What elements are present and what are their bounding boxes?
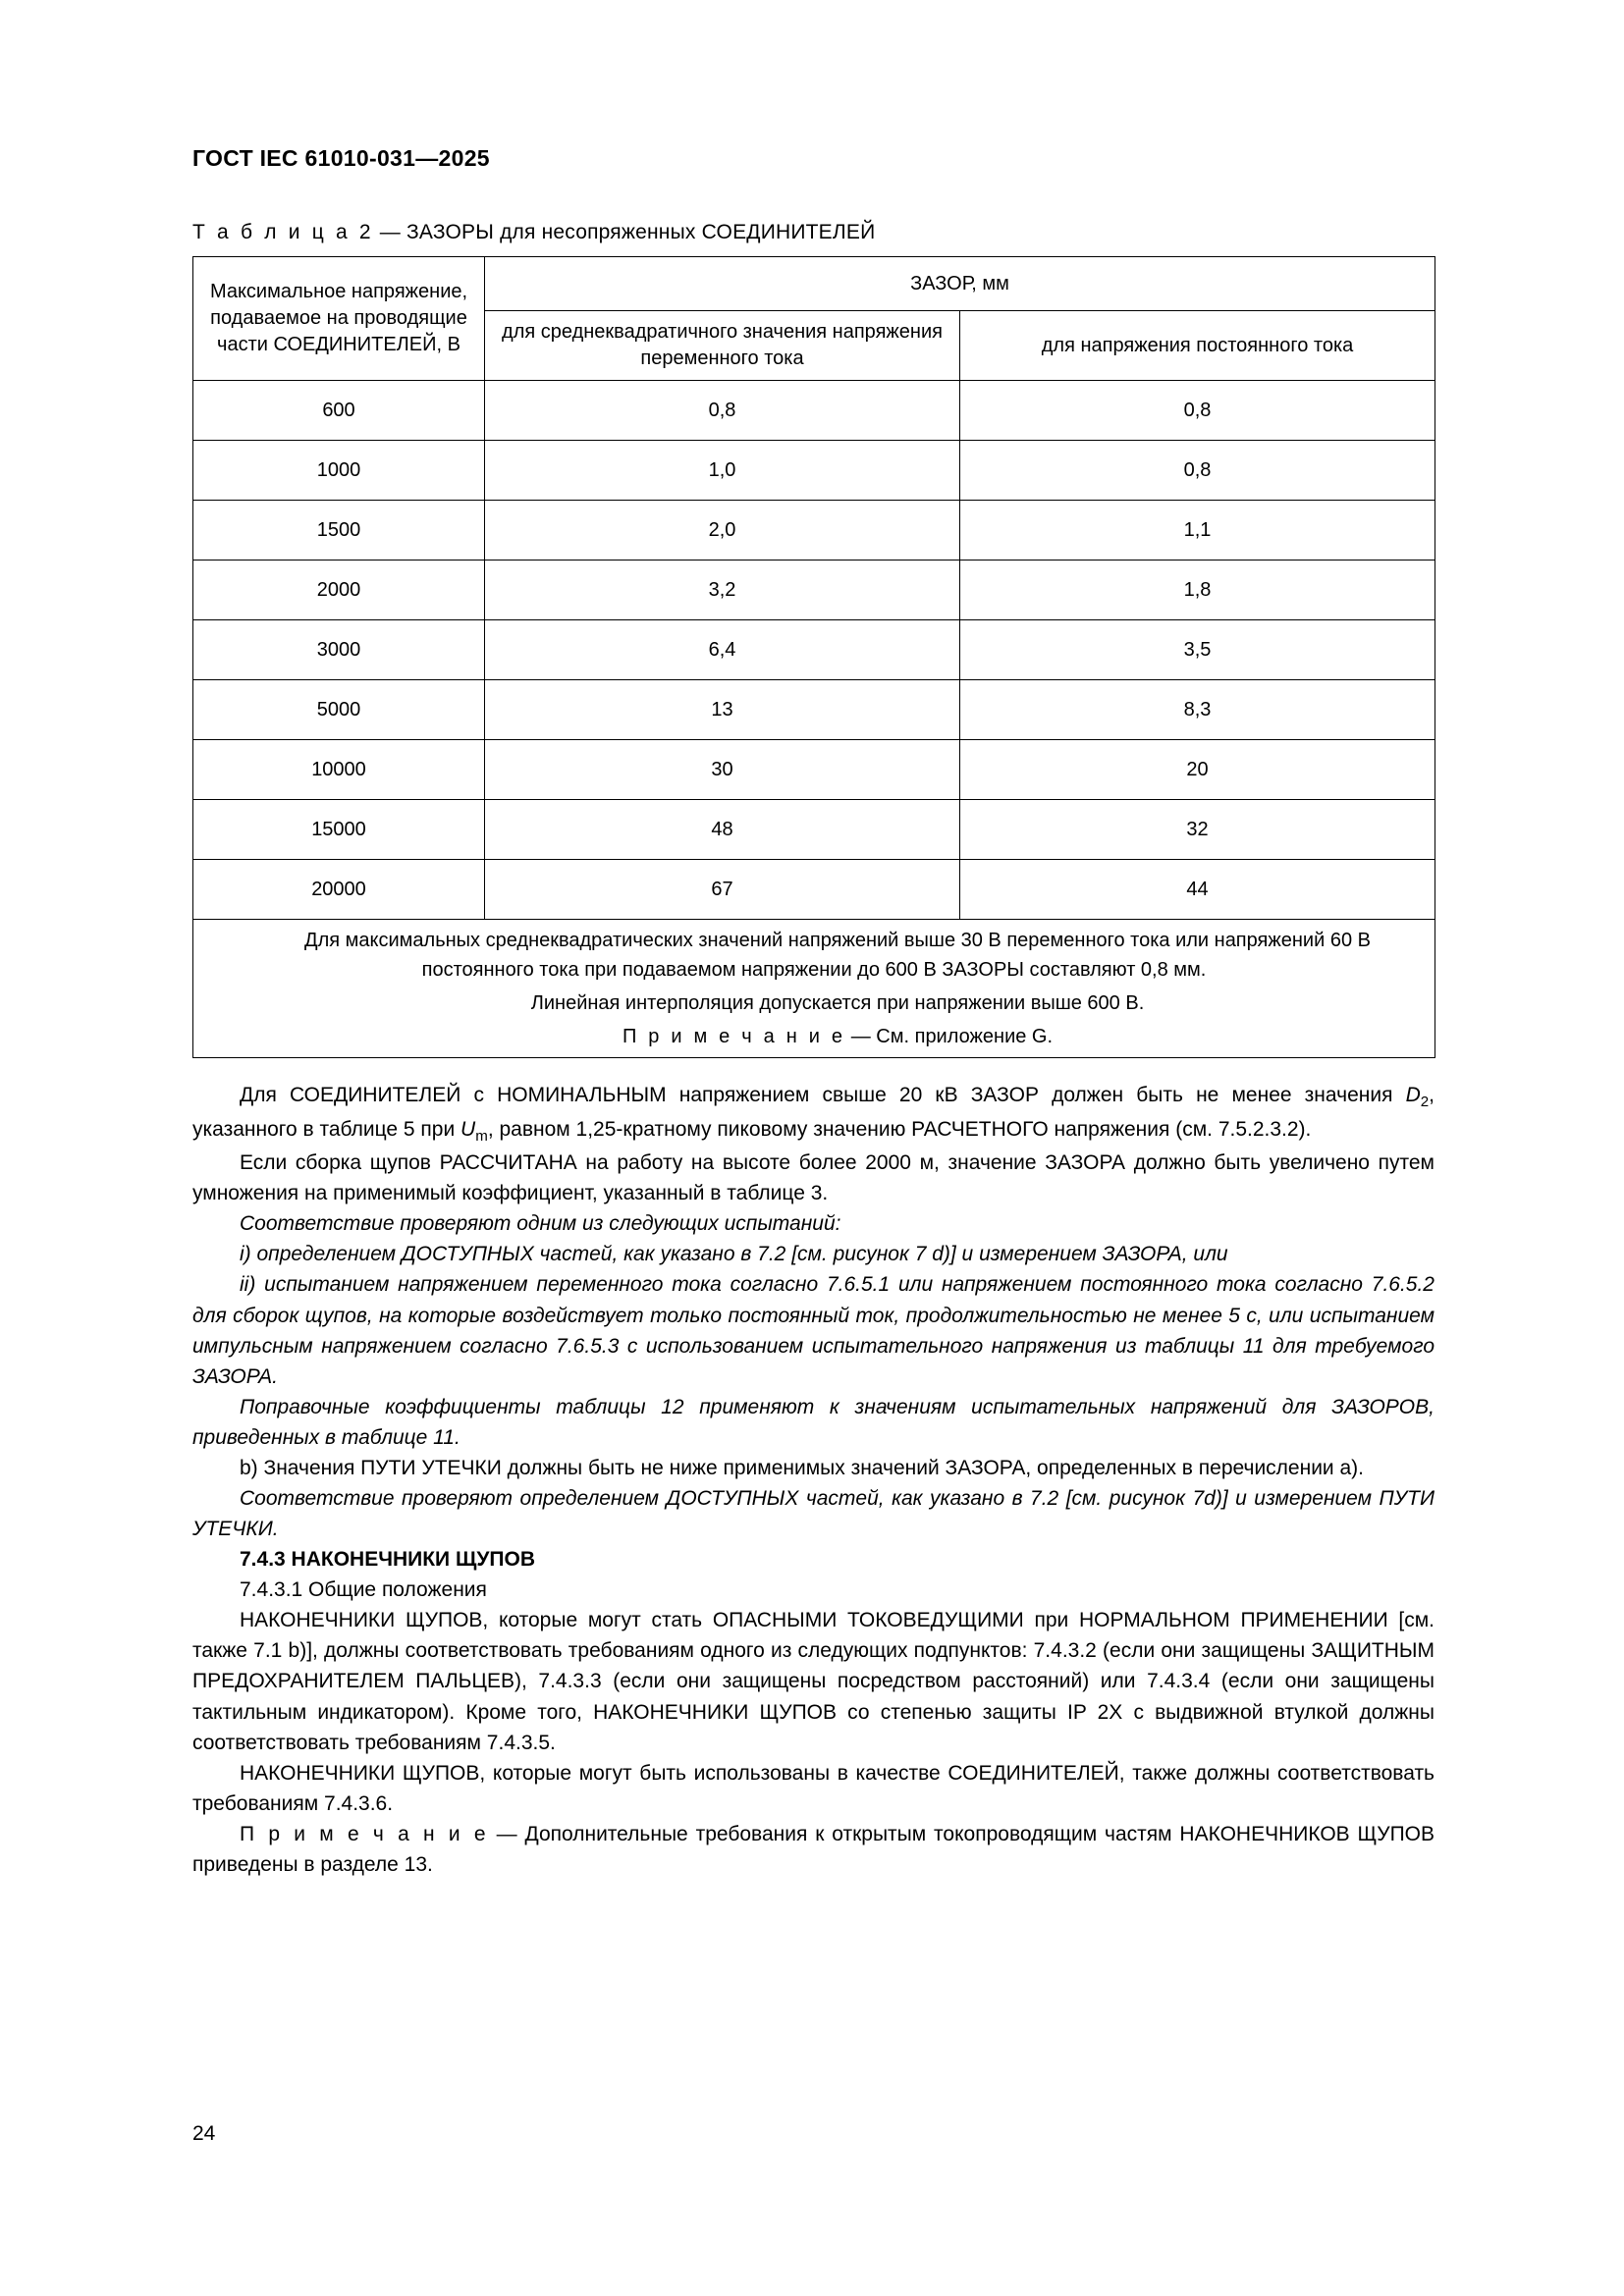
cell-ac: 30 [485,740,960,800]
cell-voltage: 10000 [193,740,485,800]
table-row [193,381,1435,441]
table-row [193,800,1435,860]
table-row [193,680,1435,740]
table-notes-row [193,920,1435,1058]
cell-voltage: 2000 [193,561,485,620]
table-row [193,501,1435,561]
table-header-row-1 [193,257,1435,311]
cell-dc: 44 [960,860,1435,920]
cell-dc: 1,1 [960,501,1435,561]
cell-voltage: 15000 [193,800,485,860]
paragraph-note [192,1819,1435,1880]
table-row [193,860,1435,920]
table-row [193,561,1435,620]
paragraph-9: НАКОНЕЧНИКИ ЩУПОВ, которые могут стать ОПАСНЫМИ ТОКОВЕДУЩИМИ при НОРМАЛЬНОМ ПРИМЕНЕНИИ [см. также 7.1 b)], должны соответствовать требованиям одного из следующих подпунктов: 7.4.3.2 (если они защищены ЗАЩИТНЫМ ПРЕДОХРАНИТЕЛЕМ ПАЛЬЦЕВ), 7.4.3.3 (если они защищены посредством расстояний) или 7.4.3.4 (если они защищены тактильным индикатором). Кроме того, НАКОНЕЧНИКИ ЩУПОВ со степенью защиты IP 2X с выдвижной втулкой должны соответствовать требованиям 7.4.3.5. [192,1609,1435,1754]
paragraph-5: ii) испытанием напряжением переменного тока согласно 7.6.5.1 или напряжением постоянного тока согласно 7.6.5.2 для сборок щупов, на которые воздействует только постоянный ток, продолжительностью не менее 5 с, или испытанием импульсным напряжением согласно 7.6.5.3 с использованием испытательного напряжения из таблицы 11 для требуемого ЗАЗОРА. [192,1273,1435,1388]
cell-voltage: 5000 [193,680,485,740]
cell-voltage: 600 [193,381,485,441]
cell-ac: 2,0 [485,501,960,561]
table-note-2: Линейная интерполяция допускается при напряжении выше 600 В. [530,992,1145,1014]
table-row [193,620,1435,680]
cell-dc: 0,8 [960,441,1435,501]
cell-ac: 67 [485,860,960,920]
table-caption [192,221,1435,244]
cell-dc: 32 [960,800,1435,860]
cell-ac: 3,2 [485,561,960,620]
page-number: 24 [192,2122,216,2145]
cell-dc: 1,8 [960,561,1435,620]
paragraph-6: Поправочные коэффициенты таблицы 12 применяют к значениям испытательных напряжений для ЗАЗОРОВ, приведенных в таблице 11. [192,1395,1435,1449]
clearances-table [192,256,1435,1058]
table-caption-text: — ЗАЗОРЫ для несопряженных СОЕДИНИТЕЛЕЙ [373,221,876,243]
cell-voltage: 1000 [193,441,485,501]
col2-header: для среднеквадратичного значения напряжения переменного тока [485,311,960,381]
standard-id: ГОСТ IEC 61010-031—2025 [192,145,490,171]
page-content [192,221,1435,1880]
page-header [192,145,490,172]
table-note-3-text: — См. приложение G. [845,1026,1054,1047]
cell-ac: 13 [485,680,960,740]
heading-7-4-3: 7.4.3 НАКОНЕЧНИКИ ЩУПОВ [240,1548,536,1572]
cell-ac: 0,8 [485,381,960,441]
cell-dc: 8,3 [960,680,1435,740]
paragraph-10: НАКОНЕЧНИКИ ЩУПОВ, которые могут быть использованы в качестве СОЕДИНИТЕЛЕЙ, также должны соответствовать требованиям 7.4.3.6. [192,1761,1435,1815]
cell-voltage: 20000 [193,860,485,920]
paragraph-8: Соответствие проверяют определением ДОСТУПНЫХ частей, как указано в 7.2 [см. рисунок 7d)] и измерением ПУТИ УТЕЧКИ. [192,1486,1435,1541]
group-header: ЗАЗОР, мм [485,257,1435,311]
cell-dc: 3,5 [960,620,1435,680]
table-note-1: Для максимальных среднеквадратических значений напряжений выше 30 В переменного тока или напряжений 60 В постоянного тока при подаваемом напряжении до 600 В ЗАЗОРЫ составляют 0,8 мм. [304,930,1371,981]
cell-dc: 0,8 [960,381,1435,441]
cell-voltage: 1500 [193,501,485,561]
table-note-3 [201,1022,1427,1051]
cell-ac: 48 [485,800,960,860]
table-note-3-label: П р и м е ч а н и е [622,1026,846,1047]
paragraph-2: Если сборка щупов РАССЧИТАНА на работу на высоте более 2000 м, значение ЗАЗОРА должно быть увеличено путем умножения на применимый коэффициент, указанный в таблице 3. [192,1151,1435,1205]
paragraph-3: Соответствие проверяют одним из следующих испытаний: [240,1212,841,1236]
body-text [192,1080,1435,1880]
heading-7-4-3-1: 7.4.3.1 Общие положения [240,1578,487,1602]
col1-header: Максимальное напряжение, подаваемое на проводящие части СОЕДИНИТЕЛЕЙ, В [193,257,485,381]
cell-ac: 6,4 [485,620,960,680]
paragraph-4: i) определением ДОСТУПНЫХ частей, как указано в 7.2 [см. рисунок 7 d)] и измерением ЗАЗОРА, или [240,1243,1228,1266]
note-text: — Дополнительные требования к открытым токопроводящим частям НАКОНЕЧНИКОВ ЩУПОВ приведены в разделе 13. [192,1822,1435,1876]
table-notes [193,920,1435,1058]
table-row [193,441,1435,501]
table-caption-label: Т а б л и ц а 2 [192,221,374,243]
table-row [193,740,1435,800]
cell-dc: 20 [960,740,1435,800]
paragraph-7: b) Значения ПУТИ УТЕЧКИ должны быть не ниже применимых значений ЗАЗОРА, определенных в перечислении a). [240,1456,1365,1479]
cell-voltage: 3000 [193,620,485,680]
col3-header: для напряжения постоянного тока [960,311,1435,381]
paragraph-1: Для СОЕДИНИТЕЛЕЙ с НОМИНАЛЬНЫМ напряжением свыше 20 кВ ЗАЗОР должен быть не менее значения $D_2$, указанного в таблице 5 при $U_m$, равном 1,25-кратному пиковому значению РАСЧЕТНОГО напряжения (см. 7.5.2.3.2). [192,1084,1435,1145]
note-label: П р и м е ч а н и е [240,1822,489,1845]
cell-ac: 1,0 [485,441,960,501]
